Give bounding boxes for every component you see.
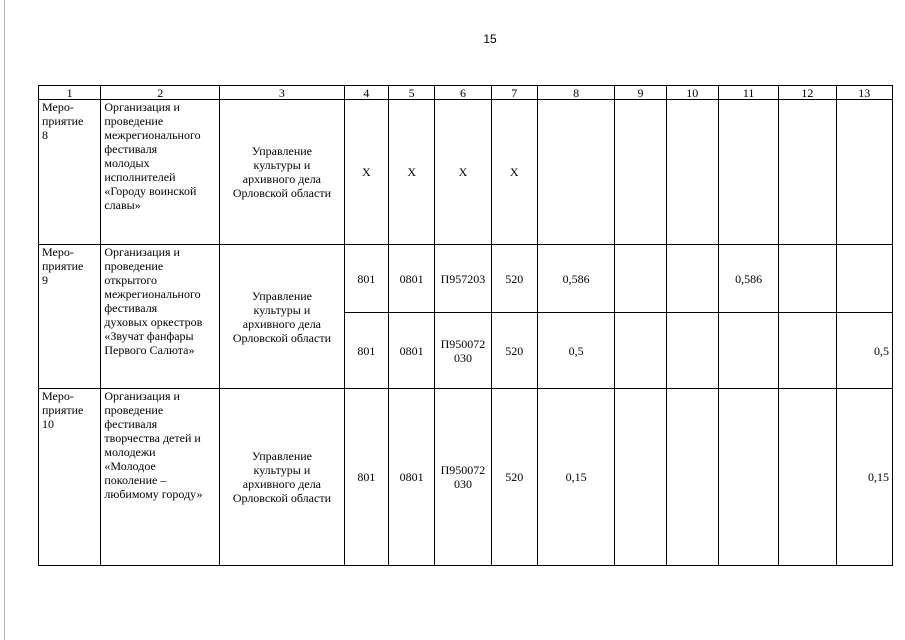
amount-cell (615, 245, 666, 313)
amount-cell: 0,5 (537, 313, 614, 389)
header-row (39, 86, 893, 100)
budget-code-cell: 520 (491, 245, 537, 313)
budget-code-cell: 801 (344, 389, 388, 566)
budget-code-cell: 0801 (389, 245, 435, 313)
amount-cell (718, 389, 778, 566)
amount-cell (718, 100, 778, 245)
column-header: 5 (389, 86, 435, 100)
event-number-cell: Меро- приятие 10 (39, 389, 101, 566)
page-edge-line (4, 0, 5, 640)
event-name-cell: Организация и проведение фестиваля творчества детей и молодежи «Молодое поколение – любимому городу» (101, 389, 220, 566)
column-header: 6 (435, 86, 491, 100)
budget-code-cell: 520 (491, 389, 537, 566)
budget-code-cell: 801 (344, 245, 388, 313)
table-row (39, 100, 893, 245)
amount-cell (836, 100, 892, 245)
table-row (39, 245, 893, 313)
budget-code-cell: П950072 030 (435, 313, 491, 389)
amount-cell (537, 100, 614, 245)
amount-cell (779, 245, 836, 313)
executor-cell: Управление культуры и архивного дела Орловской области (220, 389, 345, 566)
budget-code-cell: 0801 (389, 389, 435, 566)
page-number: 15 (483, 32, 497, 46)
executor-cell: Управление культуры и архивного дела Орловской области (220, 100, 345, 245)
amount-cell: 0,5 (836, 313, 892, 389)
event-number-cell: Меро- приятие 9 (39, 245, 101, 389)
budget-code-cell: Х (435, 100, 491, 245)
amount-cell (615, 100, 666, 245)
amount-cell (779, 100, 836, 245)
table-row (39, 389, 893, 566)
column-header: 3 (220, 86, 345, 100)
column-header: 7 (491, 86, 537, 100)
column-header: 12 (779, 86, 836, 100)
budget-code-cell: Х (344, 100, 388, 245)
budget-code-cell: 520 (491, 313, 537, 389)
column-header: 4 (344, 86, 388, 100)
column-header: 9 (615, 86, 666, 100)
amount-cell (666, 245, 718, 313)
budget-code-cell: П950072 030 (435, 389, 491, 566)
budget-code-cell: П957203 (435, 245, 491, 313)
budget-code-cell: Х (389, 100, 435, 245)
budget-code-cell: Х (491, 100, 537, 245)
budget-code-cell: 801 (344, 313, 388, 389)
amount-cell (836, 245, 892, 313)
amount-cell: 0,15 (836, 389, 892, 566)
amount-cell: 0,586 (718, 245, 778, 313)
event-name-cell: Организация и проведение открытого межрегионального фестиваля духовых оркестров «Звучат фанфары Первого Салюта» (101, 245, 220, 389)
column-header: 1 (39, 86, 101, 100)
budget-code-cell: 0801 (389, 313, 435, 389)
amount-cell (615, 389, 666, 566)
column-header: 8 (537, 86, 614, 100)
column-header: 11 (718, 86, 778, 100)
event-name-cell: Организация и проведение межрегионального фестиваля молодых исполнителей «Городу воинской славы» (101, 100, 220, 245)
amount-cell: 0,15 (537, 389, 614, 566)
amount-cell (666, 389, 718, 566)
amount-cell (779, 313, 836, 389)
amount-cell (718, 313, 778, 389)
column-header: 10 (666, 86, 718, 100)
event-number-cell: Меро- приятие 8 (39, 100, 101, 245)
column-header: 13 (836, 86, 892, 100)
amount-cell: 0,586 (537, 245, 614, 313)
amount-cell (666, 100, 718, 245)
budget-table (38, 85, 893, 566)
amount-cell (666, 313, 718, 389)
amount-cell (779, 389, 836, 566)
column-header: 2 (101, 86, 220, 100)
amount-cell (615, 313, 666, 389)
executor-cell: Управление культуры и архивного дела Орловской области (220, 245, 345, 389)
